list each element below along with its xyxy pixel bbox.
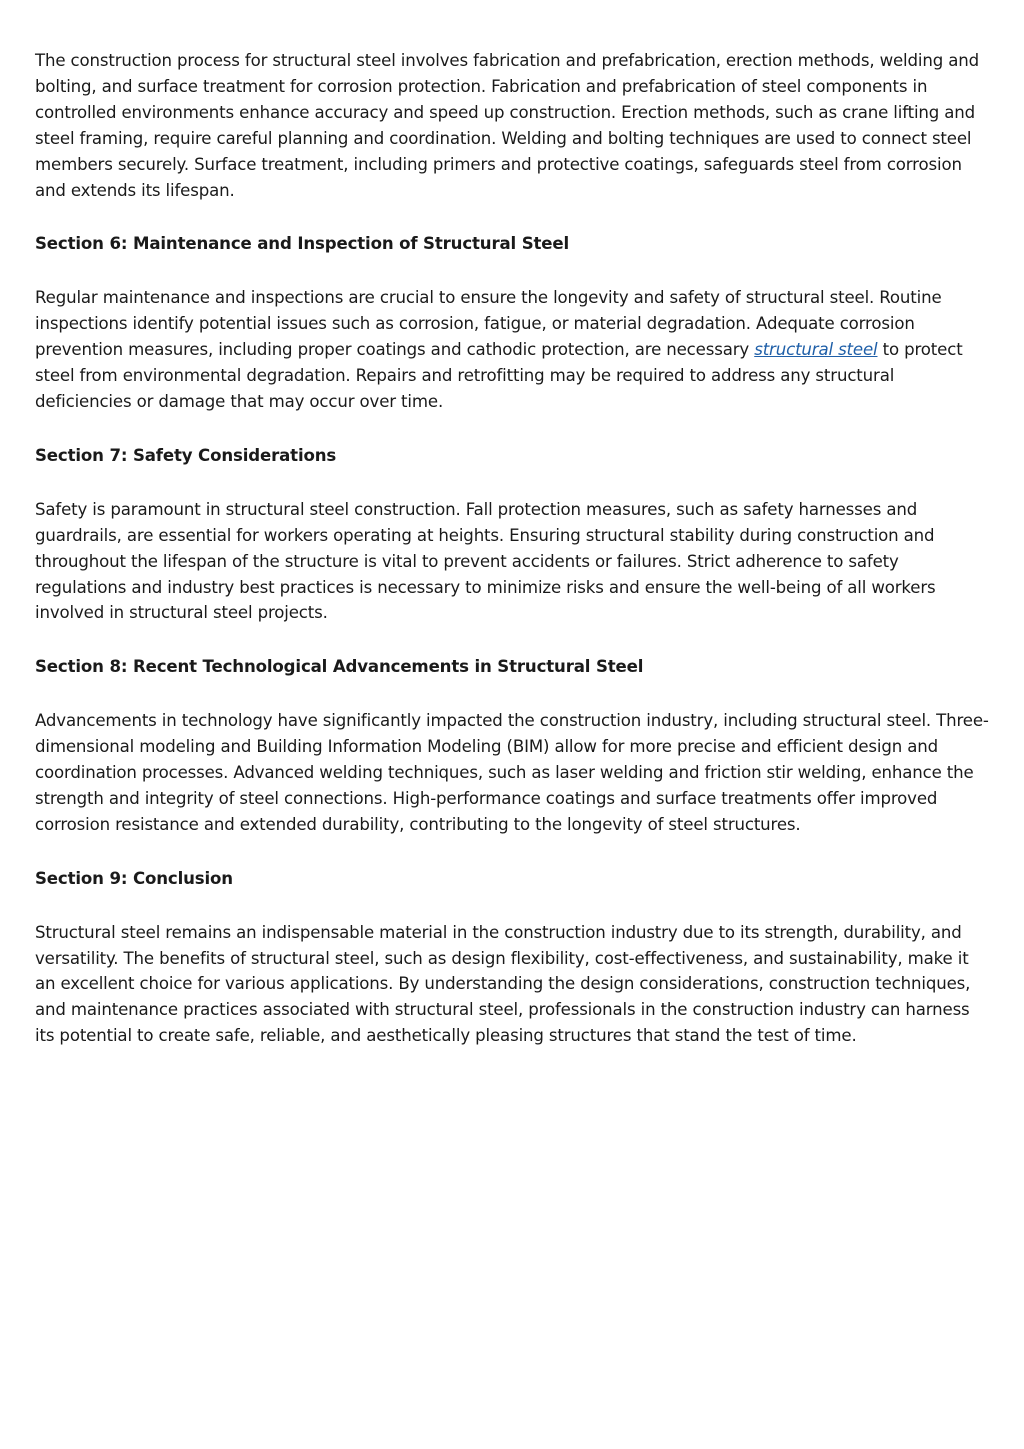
section-8-heading: Section 8: Recent Technological Advancements in Structural Steel — [35, 657, 644, 677]
section-7-paragraph: Safety is paramount in structural steel construction. Fall protection measures, such as safety harnesses and guardrails, are essential for workers operating at heights. Ensuring structural stability during construction and throughout the lifespan of the structure is vital to prevent accidents or failures. Strict adherence to safety regulations and industry best practices is necessary to minimize risks and ensure the well-being of all workers involved in structural steel projects. — [35, 499, 936, 623]
section-6-heading: Section 6: Maintenance and Inspection of Structural Steel — [35, 234, 570, 254]
section-7-heading: Section 7: Safety Considerations — [35, 445, 337, 465]
document-page — [35, 48, 991, 1077]
section-6-text-before-link: Regular maintenance and inspections are crucial to ensure the longevity and safety of structural steel. Routine inspections identify potential issues such as corrosion, fatigue, or material degradation. Adequate corrosion prevention measures, including proper coatings and cathodic protection, are necessary — [35, 288, 942, 360]
section-6-text-after-link: to protect steel from environmental degradation. Repairs and retrofitting may be required to address any structural deficiencies or damage that may occur over time. — [35, 340, 963, 411]
section-6-paragraph — [35, 285, 991, 415]
intro-paragraph: The construction process for structural steel involves fabrication and prefabrication, erection methods, welding and bolting, and surface treatment for corrosion protection. Fabrication and prefabrication of steel components in controlled environments enhance accuracy and speed up construction. Erection methods, such as crane lifting and steel framing, require careful planning and coordination. Welding and bolting techniques are used to connect steel members securely. Surface treatment, including primers and protective coatings, safeguards steel from corrosion and extends its lifespan. — [35, 51, 980, 200]
structural-steel-link[interactable]: structural steel — [754, 340, 878, 360]
section-9-heading: Section 9: Conclusion — [35, 868, 233, 888]
section-9-paragraph: Structural steel remains an indispensable material in the construction industry due to its strength, durability, and versatility. The benefits of structural steel, such as design flexibility, cost-effectiveness, and sustainability, make it an excellent choice for various applications. By understanding the design considerations, construction techniques, and maintenance practices associated with structural steel, professionals in the construction industry can harness its potential to create safe, reliable, and aesthetically pleasing structures that stand the test of time. — [35, 922, 971, 1046]
section-8-paragraph: Advancements in technology have significantly impacted the construction industry, including structural steel. Three-dimensional modeling and Building Information Modeling (BIM) allow for more precise and efficient design and coordination processes. Advanced welding techniques, such as laser welding and friction stir welding, enhance the strength and integrity of steel connections. High-performance coatings and surface treatments offer improved corrosion resistance and extended durability, contributing to the longevity of steel structures. — [35, 711, 989, 834]
